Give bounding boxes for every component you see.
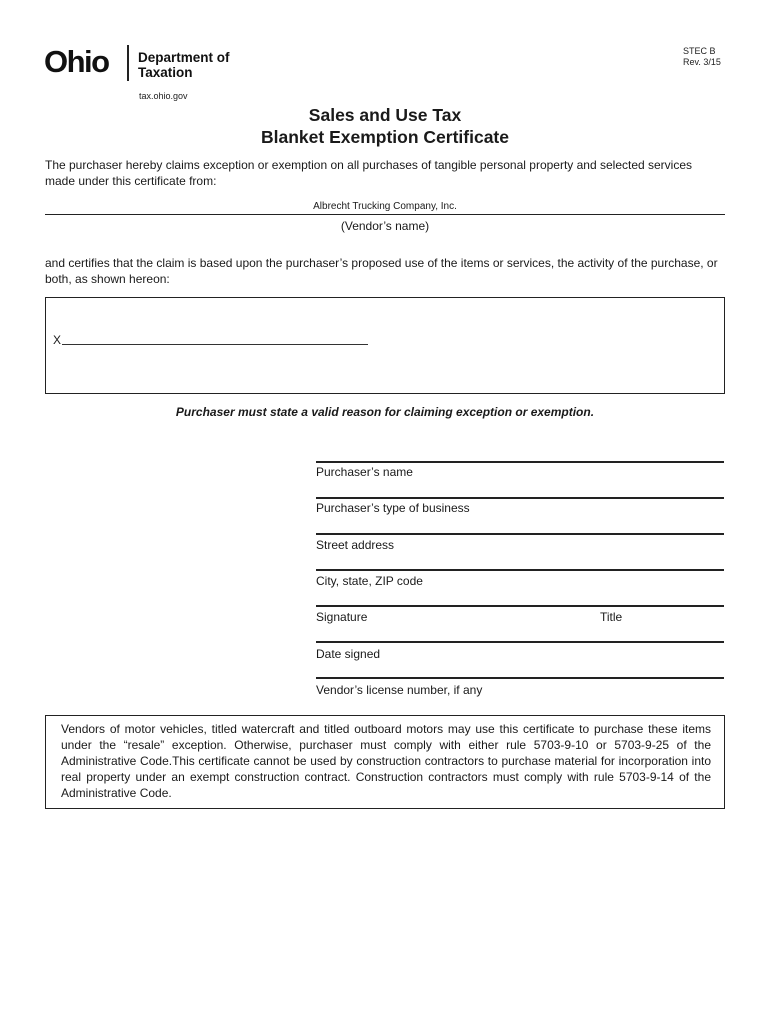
vendor-name-line <box>45 214 725 215</box>
form-code: STEC B <box>683 46 716 56</box>
valid-reason-notice: Purchaser must state a valid reason for claiming exception or exemption. <box>175 405 595 419</box>
street-address-line[interactable] <box>316 533 724 535</box>
form-title-line1: Sales and Use Tax <box>308 105 462 125</box>
vendor-license-line[interactable] <box>316 677 724 679</box>
footnote-text: Vendors of motor vehicles, titled watercraft and titled outboard motors may use this certificate to purchase these items under the “resale” exception. Otherwise, purchaser must comply with either rule 5703-9-10 or 5703-9-25 of the Administrative Code.This certificate cannot be used by construction contractors to purchase material for incorporation into real property under an exempt construction contract. Construction contractors must comply with rule 5703-9-14 of the Administrative Code. <box>61 722 711 800</box>
city-state-zip-label: City, state, ZIP code <box>316 574 423 588</box>
business-type-label: Purchaser’s type of business <box>316 501 470 515</box>
reason-marker: X <box>53 333 62 347</box>
vendor-name-value[interactable]: Albrecht Trucking Company, Inc. <box>313 201 457 212</box>
date-signed-line[interactable] <box>316 641 724 643</box>
intro-paragraph: The purchaser hereby claims exception or exemption on all purchases of tangible personal property and selected services made under this certificate from: <box>45 158 693 188</box>
exemption-reason-box[interactable] <box>45 297 725 394</box>
purchaser-name-line[interactable] <box>316 461 724 463</box>
city-state-zip-line[interactable] <box>316 569 724 571</box>
certifies-paragraph: and certifies that the claim is based upon the purchaser’s proposed use of the items or services, the activity of the purchase, or both, as shown hereon: <box>45 256 718 286</box>
date-signed-label: Date signed <box>316 647 381 661</box>
form-code-block <box>683 46 721 67</box>
purchaser-name-label: Purchaser’s name <box>316 465 413 479</box>
form-revision: Rev. 3/15 <box>683 56 721 67</box>
reason-input-line[interactable] <box>62 344 368 345</box>
department-name <box>138 50 230 80</box>
business-type-line[interactable] <box>316 497 724 499</box>
vendor-name-caption: (Vendor’s name) <box>340 219 430 233</box>
street-address-label: Street address <box>316 538 395 552</box>
vendor-license-label: Vendor’s license number, if any <box>316 683 483 697</box>
signature-line[interactable] <box>316 605 724 607</box>
title-label: Title <box>600 610 623 624</box>
form-title-line2: Blanket Exemption Certificate <box>261 127 509 147</box>
signature-label: Signature <box>316 610 368 624</box>
website-url[interactable]: tax.ohio.gov <box>139 91 188 101</box>
ohio-logo: Ohio <box>44 44 109 79</box>
department-line2: Taxation <box>138 65 193 80</box>
logo-divider <box>127 45 129 81</box>
department-line1: Department of <box>138 50 230 65</box>
